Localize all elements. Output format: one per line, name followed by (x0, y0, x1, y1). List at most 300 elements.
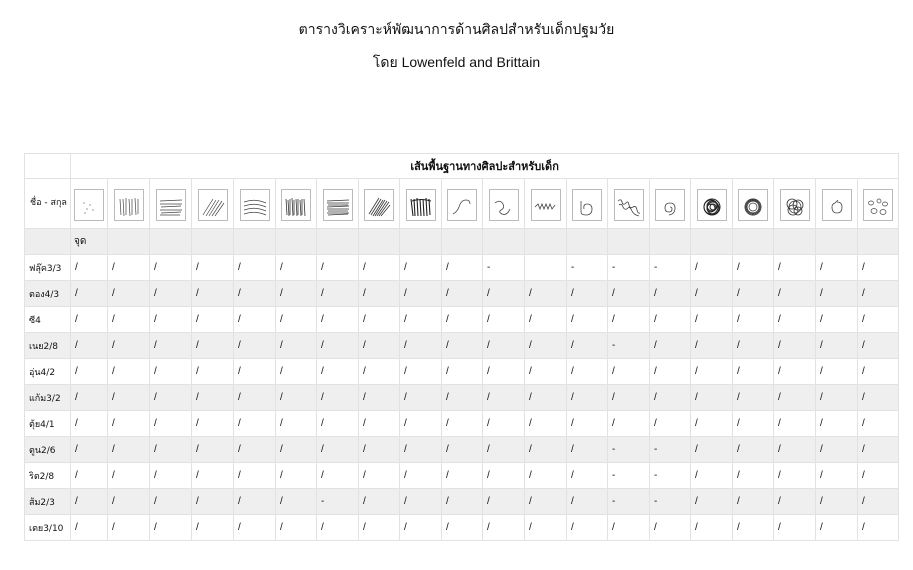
category-blank-cell (525, 229, 567, 255)
mark-cell: / (525, 307, 567, 333)
mark-cell: / (442, 333, 483, 359)
mark-cell: / (525, 489, 567, 515)
student-name: ส้ม2/3 (25, 489, 71, 515)
mark-cell: / (71, 359, 108, 385)
mark-cell: / (858, 333, 899, 359)
mark-cell: / (442, 255, 483, 281)
mark-cell: / (359, 385, 400, 411)
mark-cell: / (276, 255, 317, 281)
mark-cell: / (525, 515, 567, 541)
mark-cell: / (525, 385, 567, 411)
mark-cell: / (317, 255, 359, 281)
mark-cell: / (816, 463, 858, 489)
table-row (25, 515, 899, 541)
mark-cell: / (317, 437, 359, 463)
mark-cell: / (483, 489, 525, 515)
mark-cell: / (483, 281, 525, 307)
student-name: เตย3/10 (25, 515, 71, 541)
stroke-icon-cell (733, 179, 774, 229)
mark-cell: / (733, 515, 774, 541)
mark-cell: / (359, 411, 400, 437)
mark-cell: / (525, 411, 567, 437)
mark-cell: / (442, 411, 483, 437)
category-blank-cell (400, 229, 442, 255)
table-row (25, 359, 899, 385)
mark-cell: - (483, 255, 525, 281)
vertical-lines-icon (114, 189, 144, 221)
mark-cell: - (650, 437, 691, 463)
mark-cell: / (71, 281, 108, 307)
mark-cell: / (71, 333, 108, 359)
table-row (25, 281, 899, 307)
mark-cell: / (192, 307, 234, 333)
stroke-icon-cell (525, 179, 567, 229)
mark-cell: - (608, 437, 650, 463)
category-blank-cell (192, 229, 234, 255)
mark-cell: - (650, 463, 691, 489)
mark-cell: / (567, 359, 608, 385)
mark-cell: / (234, 255, 276, 281)
mark-cell: / (691, 411, 733, 437)
mark-cell: / (276, 515, 317, 541)
mark-cell: / (691, 385, 733, 411)
mark-cell: / (276, 281, 317, 307)
mark-cell: / (525, 437, 567, 463)
mark-cell: / (774, 411, 816, 437)
mark-cell: / (483, 307, 525, 333)
mark-cell: / (317, 411, 359, 437)
mark-cell: / (691, 437, 733, 463)
mark-cell: / (774, 255, 816, 281)
mark-cell: / (150, 463, 192, 489)
student-name: ตูน2/6 (25, 437, 71, 463)
mark-cell: / (525, 463, 567, 489)
multiple-line-overlaid-circle-icon (697, 189, 727, 221)
stroke-icon-cell (774, 179, 816, 229)
mark-cell: / (567, 333, 608, 359)
category-blank-cell (733, 229, 774, 255)
mark-cell: / (400, 255, 442, 281)
category-blank-cell (276, 229, 317, 255)
mark-cell: / (816, 333, 858, 359)
table-row (25, 307, 899, 333)
student-name: ฟลุ๊ค3/3 (25, 255, 71, 281)
mark-cell: / (733, 489, 774, 515)
category-blank-cell (774, 229, 816, 255)
mark-cell: / (359, 281, 400, 307)
category-blank-cell (359, 229, 400, 255)
mark-cell: / (567, 411, 608, 437)
mark-cell: / (567, 307, 608, 333)
mark-cell: / (359, 463, 400, 489)
mark-cell: / (858, 437, 899, 463)
mark-cell: / (400, 333, 442, 359)
mark-cell: / (442, 281, 483, 307)
mark-cell: / (816, 307, 858, 333)
mark-cell: / (150, 359, 192, 385)
stroke-icon-cell (359, 179, 400, 229)
mark-cell: / (359, 307, 400, 333)
table-row (25, 255, 899, 281)
mark-cell: / (150, 333, 192, 359)
category-blank-cell (567, 229, 608, 255)
mark-cell: / (733, 411, 774, 437)
mark-cell: / (816, 385, 858, 411)
stroke-icon-cell (108, 179, 150, 229)
mark-cell: / (150, 515, 192, 541)
multiple-horizontal-lines-icon (323, 189, 353, 221)
category-blank-cell (650, 229, 691, 255)
name-column-header: ชื่อ - สกุล (25, 179, 71, 229)
curved-lines-icon (240, 189, 270, 221)
student-name: ตอง4/3 (25, 281, 71, 307)
mark-cell: / (816, 437, 858, 463)
mark-cell: / (650, 359, 691, 385)
mark-cell: / (608, 307, 650, 333)
mark-cell: / (192, 411, 234, 437)
mark-cell: / (108, 359, 150, 385)
mark-cell: / (317, 333, 359, 359)
mark-cell: / (150, 437, 192, 463)
corner-cell (25, 154, 71, 179)
mark-cell: / (858, 411, 899, 437)
stroke-icon-cell (483, 179, 525, 229)
mark-cell: / (858, 489, 899, 515)
mark-cell: / (71, 385, 108, 411)
mark-cell: / (400, 307, 442, 333)
stroke-icon-cell (400, 179, 442, 229)
mark-cell: / (650, 385, 691, 411)
mark-cell: / (317, 307, 359, 333)
mark-cell: / (442, 437, 483, 463)
mark-cell: / (858, 281, 899, 307)
mark-cell: / (400, 515, 442, 541)
mark-cell: - (608, 255, 650, 281)
mark-cell: / (71, 255, 108, 281)
mark-cell: / (400, 411, 442, 437)
category-blank-cell (691, 229, 733, 255)
mark-cell: / (192, 359, 234, 385)
mark-cell: / (108, 385, 150, 411)
mark-cell: / (774, 437, 816, 463)
mark-cell: / (71, 411, 108, 437)
mark-cell: / (108, 437, 150, 463)
mark-cell: / (858, 255, 899, 281)
mark-cell: / (774, 359, 816, 385)
mark-cell: / (192, 281, 234, 307)
mark-cell: / (442, 463, 483, 489)
mark-cell: / (317, 281, 359, 307)
category-blank-cell (858, 229, 899, 255)
mark-cell: / (150, 411, 192, 437)
mark-cell: / (317, 385, 359, 411)
mark-cell: / (359, 515, 400, 541)
category-label: จุด (71, 229, 108, 255)
stroke-icon-cell (816, 179, 858, 229)
stroke-icon-cell (317, 179, 359, 229)
mark-cell: / (442, 515, 483, 541)
mark-cell: / (108, 333, 150, 359)
mark-cell: / (691, 281, 733, 307)
single-loop-line-icon (572, 189, 602, 221)
mark-cell: / (317, 515, 359, 541)
mark-cell: / (71, 489, 108, 515)
mark-cell: / (150, 255, 192, 281)
mark-cell: / (691, 489, 733, 515)
mark-cell: / (400, 437, 442, 463)
mark-cell: / (483, 385, 525, 411)
mark-cell: / (733, 307, 774, 333)
mark-cell: / (525, 333, 567, 359)
group-header-row (25, 154, 899, 179)
mark-cell: / (816, 489, 858, 515)
mark-cell: / (276, 437, 317, 463)
mark-cell: / (71, 307, 108, 333)
mark-cell: - (650, 255, 691, 281)
mark-cell: / (691, 463, 733, 489)
table-row (25, 333, 899, 359)
category-blank-cell (25, 229, 71, 255)
mark-cell: / (71, 463, 108, 489)
mark-cell: / (276, 463, 317, 489)
document-subtitle: โดย Lowenfeld and Brittain (372, 54, 541, 70)
mark-cell: / (483, 515, 525, 541)
mark-cell: / (858, 515, 899, 541)
mark-cell: / (276, 411, 317, 437)
mark-cell: / (400, 489, 442, 515)
mark-cell: / (150, 385, 192, 411)
mark-cell: / (150, 489, 192, 515)
category-row (25, 229, 899, 255)
horizontal-lines-icon (156, 189, 186, 221)
mark-cell: / (608, 359, 650, 385)
mark-cell: / (192, 437, 234, 463)
mark-cell: / (400, 359, 442, 385)
zigzag-waving-line-icon (531, 189, 561, 221)
category-blank-cell (150, 229, 192, 255)
mark-cell: / (733, 281, 774, 307)
circular-spiral-line-icon (780, 189, 810, 221)
mark-cell: / (816, 411, 858, 437)
dot-pattern-icon (74, 189, 104, 221)
mark-cell: / (774, 385, 816, 411)
stroke-icon-cell (71, 179, 108, 229)
stroke-icon-cell (691, 179, 733, 229)
stroke-icon-row (25, 179, 899, 229)
mark-cell: / (774, 515, 816, 541)
mark-cell: / (567, 489, 608, 515)
imperfect-circle-icon (863, 189, 893, 221)
mark-cell: / (234, 385, 276, 411)
mark-cell: / (567, 463, 608, 489)
mark-cell: / (733, 333, 774, 359)
mark-cell: / (276, 333, 317, 359)
mark-cell: / (400, 281, 442, 307)
category-blank-cell (483, 229, 525, 255)
stroke-icon-cell (276, 179, 317, 229)
mark-cell: / (276, 385, 317, 411)
category-blank-cell (317, 229, 359, 255)
mark-cell: / (608, 411, 650, 437)
mark-cell: - (608, 489, 650, 515)
spiral-line-icon (655, 189, 685, 221)
student-name: อุ่น4/2 (25, 359, 71, 385)
mark-cell: / (276, 359, 317, 385)
mark-cell: / (234, 411, 276, 437)
mark-cell: / (483, 463, 525, 489)
mark-cell: / (691, 307, 733, 333)
mark-cell: / (774, 489, 816, 515)
student-name: ริต2/8 (25, 463, 71, 489)
mark-cell: / (192, 385, 234, 411)
mark-cell: / (567, 515, 608, 541)
multiple-curved-lines-icon (406, 189, 436, 221)
student-name: เนย2/8 (25, 333, 71, 359)
mark-cell: - (650, 489, 691, 515)
group-header: เส้นพื้นฐานทางศิลปะสำหรับเด็ก (71, 154, 899, 179)
mark-cell: / (733, 255, 774, 281)
mark-cell: / (816, 515, 858, 541)
stroke-icon-cell (858, 179, 899, 229)
mark-cell: / (858, 307, 899, 333)
mark-cell: / (567, 281, 608, 307)
mark-cell: / (108, 255, 150, 281)
mark-cell: / (608, 515, 650, 541)
mark-cell: - (567, 255, 608, 281)
mark-cell: / (733, 359, 774, 385)
student-name: แก้ม3/2 (25, 385, 71, 411)
category-blank-cell (234, 229, 276, 255)
stroke-icon-cell (650, 179, 691, 229)
mark-cell: / (442, 489, 483, 515)
mark-cell: / (858, 359, 899, 385)
mark-cell: / (359, 489, 400, 515)
mark-cell: / (650, 307, 691, 333)
mark-cell: / (567, 385, 608, 411)
mark-cell: / (650, 515, 691, 541)
mark-cell: - (608, 463, 650, 489)
mark-cell: / (108, 489, 150, 515)
roving-enclosing-line-icon (489, 189, 519, 221)
mark-cell: / (816, 281, 858, 307)
mark-cell: / (483, 411, 525, 437)
mark-cell: / (567, 437, 608, 463)
mark-cell: / (317, 463, 359, 489)
mark-cell: / (400, 385, 442, 411)
multiple-line-circumference-circle-icon (738, 189, 768, 221)
mark-cell: / (234, 333, 276, 359)
single-crossed-circle-icon (822, 189, 852, 221)
mark-cell: / (691, 359, 733, 385)
student-name: ซี4 (25, 307, 71, 333)
mark-cell: / (442, 385, 483, 411)
stroke-icon-cell (567, 179, 608, 229)
mark-cell: / (192, 463, 234, 489)
mark-cell: / (691, 333, 733, 359)
mark-cell: / (192, 333, 234, 359)
mark-cell: / (691, 255, 733, 281)
mark-cell: / (816, 359, 858, 385)
mark-cell: / (442, 307, 483, 333)
mark-cell: / (442, 359, 483, 385)
mark-cell: / (608, 385, 650, 411)
mark-cell: / (733, 463, 774, 489)
table-row (25, 463, 899, 489)
mark-cell: / (483, 437, 525, 463)
mark-cell: / (359, 255, 400, 281)
mark-cell: / (276, 307, 317, 333)
mark-cell: / (858, 463, 899, 489)
mark-cell: / (359, 333, 400, 359)
category-blank-cell (108, 229, 150, 255)
stroke-icon-cell (608, 179, 650, 229)
table-row (25, 489, 899, 515)
mark-cell: / (400, 463, 442, 489)
mark-cell: / (234, 359, 276, 385)
student-name: ตุ้ย4/1 (25, 411, 71, 437)
mark-cell: / (650, 411, 691, 437)
document-title: ตารางวิเคราะห์พัฒนาการด้านศิลปสำหรับเด็กปฐมวัย (298, 22, 615, 38)
mark-cell: / (234, 463, 276, 489)
mark-cell: / (359, 359, 400, 385)
mark-cell: / (483, 333, 525, 359)
mark-cell: / (816, 255, 858, 281)
mark-cell: / (733, 385, 774, 411)
mark-cell: / (774, 333, 816, 359)
mark-cell: / (192, 515, 234, 541)
mark-cell: / (234, 307, 276, 333)
table-row (25, 437, 899, 463)
stroke-icon-cell (442, 179, 483, 229)
mark-cell: / (650, 333, 691, 359)
mark-cell: / (108, 515, 150, 541)
mark-cell: / (650, 281, 691, 307)
mark-cell: / (774, 463, 816, 489)
roving-open-line-icon (447, 189, 477, 221)
mark-cell: / (359, 437, 400, 463)
mark-cell: / (525, 359, 567, 385)
mark-cell: / (608, 281, 650, 307)
mark-cell: / (108, 281, 150, 307)
mark-cell: / (150, 281, 192, 307)
stroke-icon-cell (192, 179, 234, 229)
art-development-table (24, 153, 899, 541)
mark-cell: / (525, 281, 567, 307)
mark-cell: / (733, 437, 774, 463)
mark-cell: / (774, 307, 816, 333)
mark-cell: / (192, 489, 234, 515)
mark-cell (525, 255, 567, 281)
mark-cell: / (108, 307, 150, 333)
mark-cell: / (234, 281, 276, 307)
mark-cell: / (108, 463, 150, 489)
category-blank-cell (608, 229, 650, 255)
multiple-vertical-lines-icon (281, 189, 311, 221)
category-blank-cell (442, 229, 483, 255)
mark-cell: / (150, 307, 192, 333)
mark-cell: - (317, 489, 359, 515)
mark-cell: / (276, 489, 317, 515)
multiple-diagonal-lines-icon (364, 189, 394, 221)
diagonal-lines-icon (198, 189, 228, 221)
mark-cell: / (234, 515, 276, 541)
mark-cell: / (774, 281, 816, 307)
mark-cell: / (317, 359, 359, 385)
mark-cell: / (691, 515, 733, 541)
mark-cell: / (108, 411, 150, 437)
mark-cell: / (71, 437, 108, 463)
mark-cell: / (483, 359, 525, 385)
